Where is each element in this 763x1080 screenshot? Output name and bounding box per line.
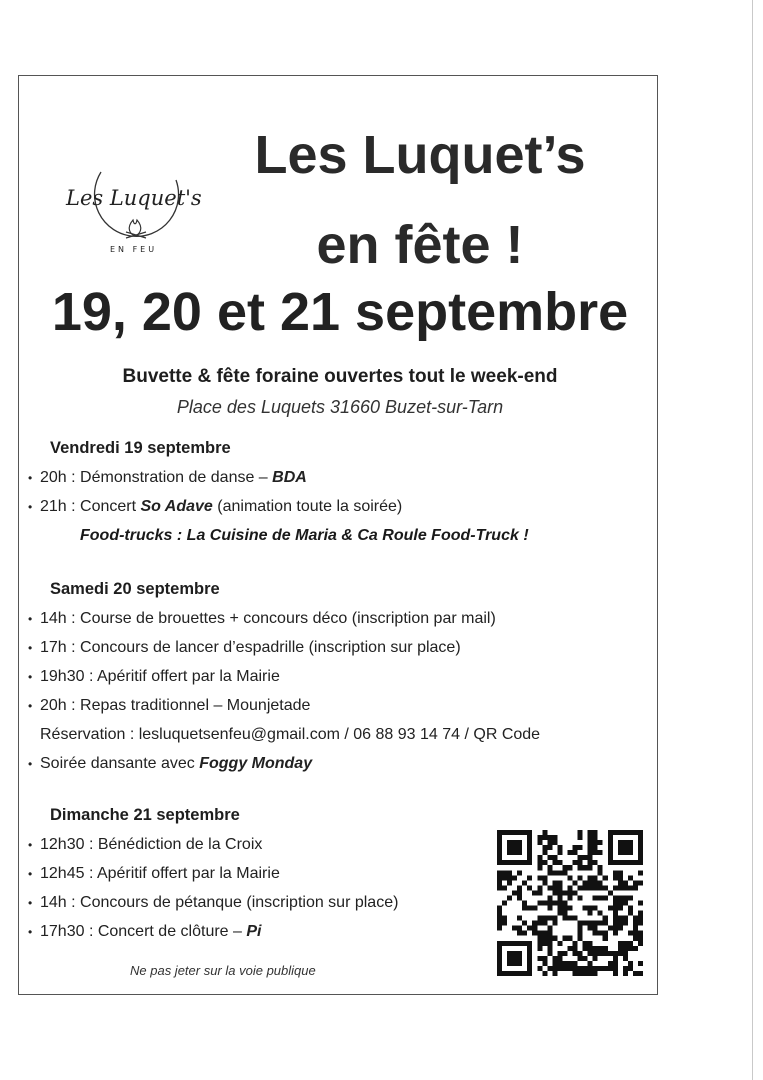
bullet: •	[28, 757, 33, 771]
section-heading: Dimanche 21 septembre	[50, 806, 240, 824]
item-text: 17h : Concours de lancer d’espadrille (inscription sur place)	[40, 639, 461, 656]
scan-edge-line	[752, 0, 753, 1080]
section-vendredi	[28, 436, 668, 550]
buvette-line: Buvette & fête foraine ouvertes tout le week-end	[122, 366, 558, 387]
reservation-text: Réservation : lesluquetsenfeu@gmail.com / 06 88 93 14 74 / QR Code	[40, 726, 541, 743]
list-item	[28, 662, 668, 691]
item-highlight: Pi	[246, 923, 262, 940]
event-dates: 19, 20 et 21 septembre	[51, 282, 629, 342]
logo-subtitle: EN FEU	[110, 245, 158, 254]
list-item	[28, 749, 668, 778]
item-text: 20h : Repas traditionnel – Mounjetade	[40, 697, 311, 714]
item-highlight: So Adave	[140, 498, 213, 515]
bullet: •	[28, 612, 33, 626]
title-line-1: Les Luquet’s	[254, 125, 586, 185]
item-text: 12h30 : Bénédiction de la Croix	[40, 836, 263, 853]
section-heading: Vendredi 19 septembre	[50, 439, 231, 457]
bullet: •	[28, 896, 33, 910]
item-text-after: (animation toute la soirée)	[212, 498, 403, 515]
bullet: •	[28, 867, 33, 881]
reservation-line	[28, 720, 668, 749]
bullet: •	[28, 925, 33, 939]
bullet: •	[28, 670, 33, 684]
bullet: •	[28, 838, 33, 852]
bullet: •	[28, 699, 33, 713]
item-text: 21h : Concert	[40, 498, 141, 515]
program-list	[28, 463, 668, 521]
item-text: 17h30 : Concert de clôture –	[40, 923, 247, 940]
list-item	[28, 633, 668, 662]
program-list	[28, 604, 668, 778]
item-text: Soirée dansante avec	[40, 755, 200, 772]
item-highlight: BDA	[272, 469, 307, 486]
bullet: •	[28, 500, 33, 514]
item-text: 14h : Course de brouettes + concours déco (inscription par mail)	[40, 610, 496, 627]
qr-code-icon[interactable]	[496, 830, 644, 976]
logo-script-text: Les Luquet's	[66, 186, 202, 210]
item-highlight: Foggy Monday	[199, 755, 313, 772]
list-item	[28, 691, 668, 720]
bullet: •	[28, 641, 33, 655]
bullet: •	[28, 471, 33, 485]
section-samedi	[28, 577, 668, 778]
item-text: 14h : Concours de pétanque (inscription sur place)	[40, 894, 399, 911]
list-item	[28, 604, 668, 633]
venue-address: Place des Luquets 31660 Buzet-sur-Tarn	[176, 397, 504, 417]
title-line-2: en fête !	[316, 215, 524, 275]
list-item	[28, 463, 668, 492]
food-trucks-line: Food-trucks : La Cuisine de Maria & Ca Roule Food-Truck !	[80, 527, 529, 544]
footer-notice: Ne pas jeter sur la voie publique	[130, 963, 316, 978]
list-item	[28, 492, 668, 521]
section-heading: Samedi 20 septembre	[50, 580, 220, 598]
item-text: 12h45 : Apéritif offert par la Mairie	[40, 865, 280, 882]
item-text: 20h : Démonstration de danse –	[40, 469, 273, 486]
item-text: 19h30 : Apéritif offert par la Mairie	[40, 668, 280, 685]
